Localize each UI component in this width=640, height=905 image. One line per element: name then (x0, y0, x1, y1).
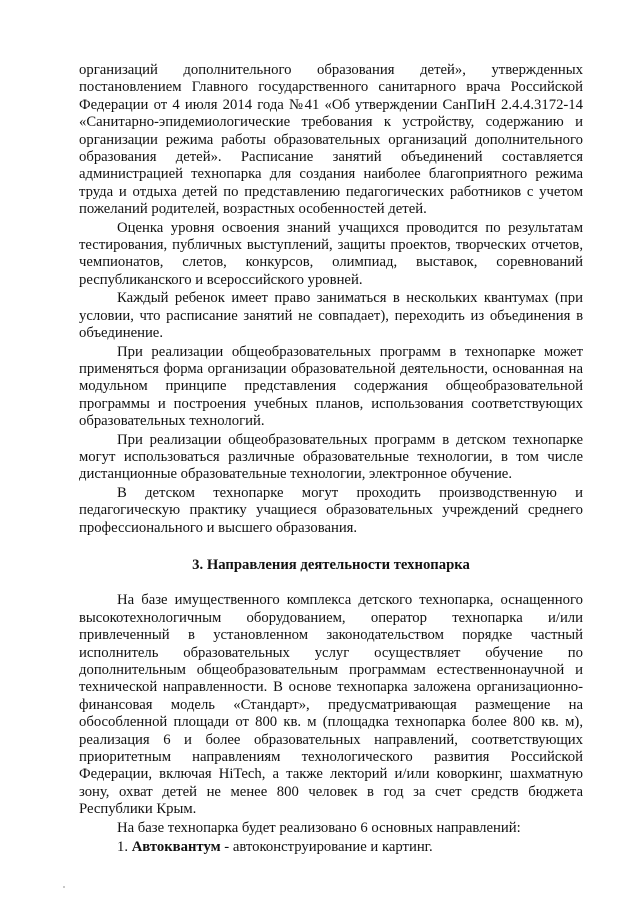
list-item-description: - автоконструирование и картинг. (220, 839, 433, 856)
list-item (79, 839, 583, 856)
section-heading: 3. Направления деятельности технопарка (192, 556, 470, 573)
list-item-term: Автоквантум (131, 839, 221, 856)
paragraph-directions-intro: На базе технопарка будет реализовано 6 основных направлений: (117, 819, 521, 836)
document-body (79, 62, 583, 856)
paragraph-quantums: Каждый ребенок имеет право заниматься в нескольких квантумах (при условии, что расписание занятий не совпадает), переходить из объединения в объединение. (79, 290, 583, 342)
paragraph-model: На базе имущественного комплекса детского технопарка, оснащенного высокотехнологичным оборудованием, оператор технопарка и/или привлеченный в установленном законодательством порядке частный исполнитель образовательных услуг осуществляет обучение по дополнительным общеобразовательным программам естественнонаучной и технической направленности. В основе технопарка заложена организационно-финансовая модель «Стандарт», предусматривающая размещение на обособленной площади от 800 кв. м (площадка технопарка более 800 кв. м), реализация 6 и более образовательных направлений, соответствующих приоритетным направлениям технологического развития Российской Федерации, включая HiTech, а также лекторий и/или коворкинг, шахматную зону, охват детей не менее 800 человек в год за счет средств бюджета Республики Крым. (79, 592, 583, 818)
paragraph-modular: При реализации общеобразовательных программ в технопарке может применяться форма организации образовательной деятельности, основанная на модульном принципе представления содержания общеобразовательной программы и построения учебных планов, использования соответствующих образовательных технологий. (79, 343, 583, 430)
paragraph-practice: В детском технопарке могут проходить производственную и педагогическую практику учащиеся образовательных учреждений среднего профессионального и высшего образования. (79, 484, 583, 536)
list-item-number: 1. (117, 839, 129, 856)
paragraph-distance-learning: При реализации общеобразовательных программ в детском технопарке могут использоваться различные образовательные технологии, в том числе дистанционные образовательные технологии, электронное обучение. (79, 431, 583, 483)
paragraph-assessment: Оценка уровня освоения знаний учащихся проводится по результатам тестирования, публичных выступлений, защиты проектов, творческих отчетов, чемпионатов, слетов, конкурсов, олимпиад, выставок, соревнований республиканского и всероссийского уровней. (79, 219, 583, 288)
paragraph-continuation: организаций дополнительного образования детей», утвержденных постановлением Главного государственного санитарного врача Российской Федерации от 4 июля 2014 года №41 «Об утверждении СанПиН 2.4.4.3172-14 «Санитарно-эпидемиологические требования к устройству, содержанию и организации режима работы образовательных организаций дополнительного образования детей». Расписание занятий объединений составляется администрацией технопарка для создания наиболее благоприятного режима труда и отдыха детей по представлению педагогических работников с учетом пожеланий родителей, возрастных особенностей детей. (79, 62, 583, 218)
scan-mark (63, 886, 65, 888)
